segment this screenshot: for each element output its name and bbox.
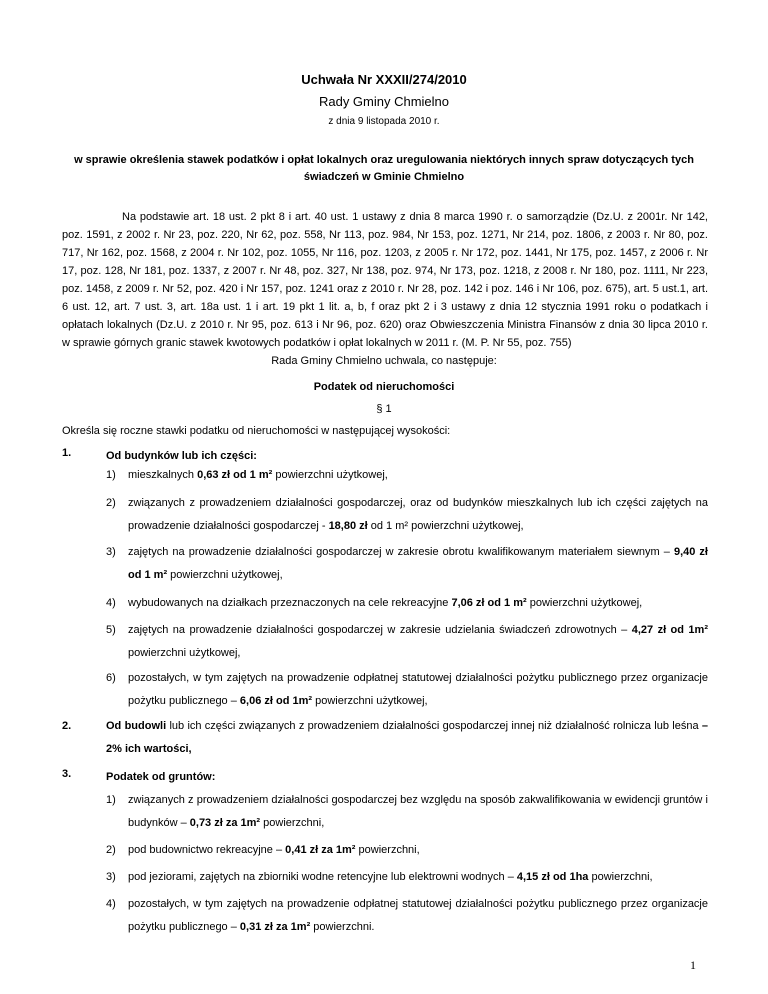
resolution-date: z dnia 9 listopada 2010 r.	[328, 116, 440, 127]
subitem-number: 1)	[106, 794, 116, 806]
item-label: Od budynków lub ich części:	[106, 450, 257, 462]
subitem-number: 4)	[106, 898, 116, 910]
subitem-text: wybudowanych na działkach przeznaczonych na cele rekreacyjne 7,06 zł od 1 m² powierzchni użytkowej,	[128, 597, 643, 609]
subitem-number: 3)	[106, 546, 116, 558]
item-text: Od budowli lub ich części związanych z prowadzeniem działalności gospodarczej innej niż działalność rolnicza lub leśna – 2% ich wartości,	[106, 720, 708, 755]
paragraph-marker: § 1	[376, 403, 392, 415]
item-label: Podatek od gruntów:	[106, 771, 216, 783]
subitem-number: 6)	[106, 672, 116, 684]
resolution-subject: w sprawie określenia stawek podatków i opłat lokalnych oraz uregulowania niektórych innych spraw dotyczących tych świadczeń w Gminie Chmielno	[74, 154, 694, 183]
subitem-number: 2)	[106, 497, 116, 509]
page-number: 1	[690, 958, 696, 972]
subitem-number: 1)	[106, 469, 116, 481]
subitem-number: 2)	[106, 844, 116, 856]
subitem-number: 4)	[106, 597, 116, 609]
subitem-text: zajętych na prowadzenie działalności gospodarczej w zakresie obrotu kwalifikowanym materiałem siewnym – 9,40 zł od 1 m² powierzchni użytkowej,	[128, 546, 708, 581]
resolution-title: Uchwała Nr XXXII/274/2010	[301, 72, 467, 87]
item-number: 3.	[62, 768, 72, 780]
item-number: 1.	[62, 447, 72, 459]
subitem-text: związanych z prowadzeniem działalności gospodarczej, oraz od budynków mieszkalnych lub ich części zajętych na prowadzenie działalności gospodarczej - 18,80 zł od 1 m² powierzchni użytkowej,	[128, 497, 708, 532]
subitem-text: pozostałych, w tym zajętych na prowadzenie odpłatnej statutowej działalności pożytku publicznego przez organizacje pożytku publicznego – 6,06 zł od 1m² powierzchni użytkowej,	[128, 672, 708, 707]
subitem-text: pod budownictwo rekreacyjne – 0,41 zł za 1m² powierzchni,	[128, 844, 420, 856]
subitem-text: zajętych na prowadzenie działalności gospodarczej w zakresie udzielania świadczeń zdrowotnych – 4,27 zł od 1m² powierzchni użytkowej,	[128, 624, 708, 659]
council-name: Rady Gminy Chmielno	[318, 94, 450, 109]
resolves-statement: Rada Gminy Chmielno uchwala, co następuje:	[271, 355, 497, 367]
subitem-number: 5)	[106, 624, 116, 636]
subitem-number: 3)	[106, 871, 116, 883]
subitem-text: związanych z prowadzeniem działalności gospodarczej bez względu na sposób zakwalifikowania w ewidencji gruntów i budynków – 0,73 zł za 1m² powierzchni,	[128, 794, 708, 829]
legal-basis-preamble: Na podstawie art. 18 ust. 2 pkt 8 i art. 40 ust. 1 ustawy z dnia 8 marca 1990 r. o samorządzie (Dz.U. z 2001r. Nr 142, poz. 1591, z 2002 r. Nr 23, poz. 220, Nr 62, poz. 558, Nr 113, poz. 984, Nr 153, poz. 1271, Nr 214, poz. 1806, z 2003 r. Nr 80, poz. 717, Nr 162, poz. 1568, z 2004 r. Nr 102, poz. 1055, Nr 116, poz. 1203, z 2005 r. Nr 172, poz. 1441, Nr 175, poz. 1457, z 2006 r. Nr 17, poz. 128, Nr 181, poz. 1337, z 2007 r. Nr 48, poz. 327, Nr 138, poz. 974, Nr 173, poz. 1218, z 2008 r. Nr 180, poz. 1111, Nr 223, poz. 1458, z 2009 r. Nr 52, poz. 420 i Nr 157, poz. 1241 oraz z 2010 r. Nr 28, poz. 142 i poz. 146 i Nr 106, poz. 675), art. 5 ust.1, art. 6 ust. 12, art. 7 ust. 3, art. 18a ust. 1 i art. 19 pkt 1 lit. a, b, f oraz pkt 2 i 3 ustawy z dnia 12 stycznia 1991 roku o podatkach i opłatach lokalnych (Dz.U. z 2010 r. Nr 95, poz. 613 i Nr 96, poz. 620) oraz Obwieszczenia Ministra Finansów z dnia 30 lipca 2010 r. w sprawie górnych granic stawek kwotowych podatków i opłat lokalnych w 2011 r. (M. P. Nr 55, poz. 755)	[62, 211, 708, 349]
subitem-text: pod jeziorami, zajętych na zbiorniki wodne retencyjne lub elektrowni wodnych – 4,15 zł od 1ha powierzchni,	[128, 871, 653, 883]
item-number: 2.	[62, 720, 72, 732]
intro-text: Określa się roczne stawki podatku od nieruchomości w następującej wysokości:	[62, 425, 451, 437]
section-title: Podatek od nieruchomości	[313, 381, 455, 393]
subitem-text: mieszkalnych 0,63 zł od 1 m² powierzchni użytkowej,	[128, 469, 388, 481]
subitem-text: pozostałych, w tym zajętych na prowadzenie odpłatnej statutowej działalności pożytku publicznego przez organizacje pożytku publicznego – 0,31 zł za 1m² powierzchni.	[128, 898, 708, 933]
